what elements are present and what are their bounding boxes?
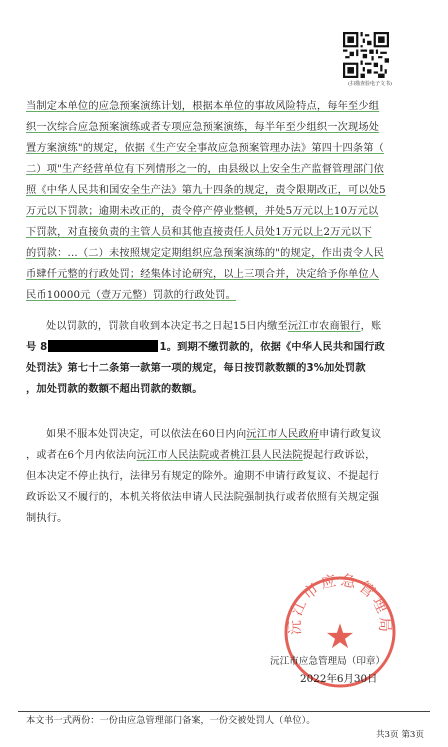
- redacted-account-number: [48, 340, 158, 352]
- text-line: 的罚款：...（二）未按照规定定期组织应急预案演练的"的规定，作出责令人民: [26, 248, 384, 259]
- text-span: 1。到期不缴罚款的，依据《中华人民共和国行政: [159, 342, 385, 353]
- text-line: 但本决定不停止执行，法律另有规定的除外。逾期不申请行政复议、不提起行: [26, 471, 380, 482]
- text-line: ，加处罚款的数额不超出罚款的数额。: [26, 384, 203, 395]
- text-line: 处罚法》第七十二条第一款第一项的规定，每日按罚款数额的3%加处罚款: [26, 363, 366, 374]
- text-line: 织一次综合应急预案演练或者专项应急预案演练，每半年至少组织一次现场处: [26, 122, 380, 133]
- seal-text: 沅江市应急管理局: [285, 572, 395, 636]
- bank-name: 沅江市农商银行: [287, 321, 361, 332]
- text-span: 如果不服本处罚决定，可以依法在60日内向: [46, 429, 247, 440]
- text-line: [26, 316, 428, 337]
- text-span: 提起行政诉讼，: [302, 450, 376, 461]
- issuing-agency: 沅江市应急管理局（印章）: [270, 656, 386, 667]
- text-line: 政诉讼又不履行的，本机关将依法申请人民法院强制执行或者依照有关规定强: [26, 492, 380, 503]
- text-line: [26, 337, 428, 358]
- page-number: 共3页 第3页: [375, 730, 424, 740]
- text-span: ，账: [360, 321, 382, 332]
- government-name: 沅江市人民政府: [246, 429, 320, 440]
- court-names: 沅江市人民法院或者桃江县人民法院: [136, 450, 303, 461]
- appeal-paragraph: [26, 424, 428, 529]
- text-line: 民币10000元（壹万元整）罚款的行政处罚。: [26, 290, 236, 301]
- text-line: 当制定本单位的应急预案演练计划，根据本单位的事故风险特点，每年至少组: [26, 101, 380, 112]
- text-line: 币肆仟元整的行政处罚；经集体讨论研究，以上三项合并，决定给予你单位人: [26, 269, 380, 280]
- text-line: 下罚款，对直接负责的主管人员和其他直接责任人员处1万元以上2万元以下: [26, 227, 372, 238]
- text-span: 申请行政复议: [319, 429, 382, 440]
- text-line: [26, 424, 428, 445]
- text-span: 处以罚款的，罚款自收到本决定书之日起15日内缴至: [46, 321, 288, 332]
- footer-note: 本文书一式两份：一份由应急管理部门备案，一份交被处罚人（单位）。: [26, 715, 316, 726]
- text-line: 万元以下罚款；逾期未改正的，责令停产停业整顿，并处5万元以上10万元以: [26, 206, 379, 217]
- decision-paragraph: [26, 96, 428, 306]
- qr-caption: (扫描查验电子文书): [348, 81, 392, 87]
- issue-date: 2022年6月30日: [300, 673, 378, 685]
- text-line: 置方案演练"的规定，依据《生产安全事故应急预案管理办法》第四十四条第（: [26, 143, 385, 154]
- text-span: ，或者在6个月内依法向: [26, 450, 137, 461]
- qr-code: [343, 32, 389, 78]
- payment-paragraph: [26, 316, 428, 400]
- account-label: 号 8: [26, 342, 48, 353]
- text-line: 二）项"生产经营单位有下列情形之一的，由县级以上安全生产监督管理部门依: [26, 164, 385, 175]
- text-line: [26, 445, 428, 466]
- seal-star-icon: ★: [324, 617, 356, 657]
- text-line: 照《中华人民共和国安全生产法》第九十四条的规定，责令限期改正，可以处5: [26, 185, 386, 196]
- text-line: 制执行。: [26, 513, 68, 524]
